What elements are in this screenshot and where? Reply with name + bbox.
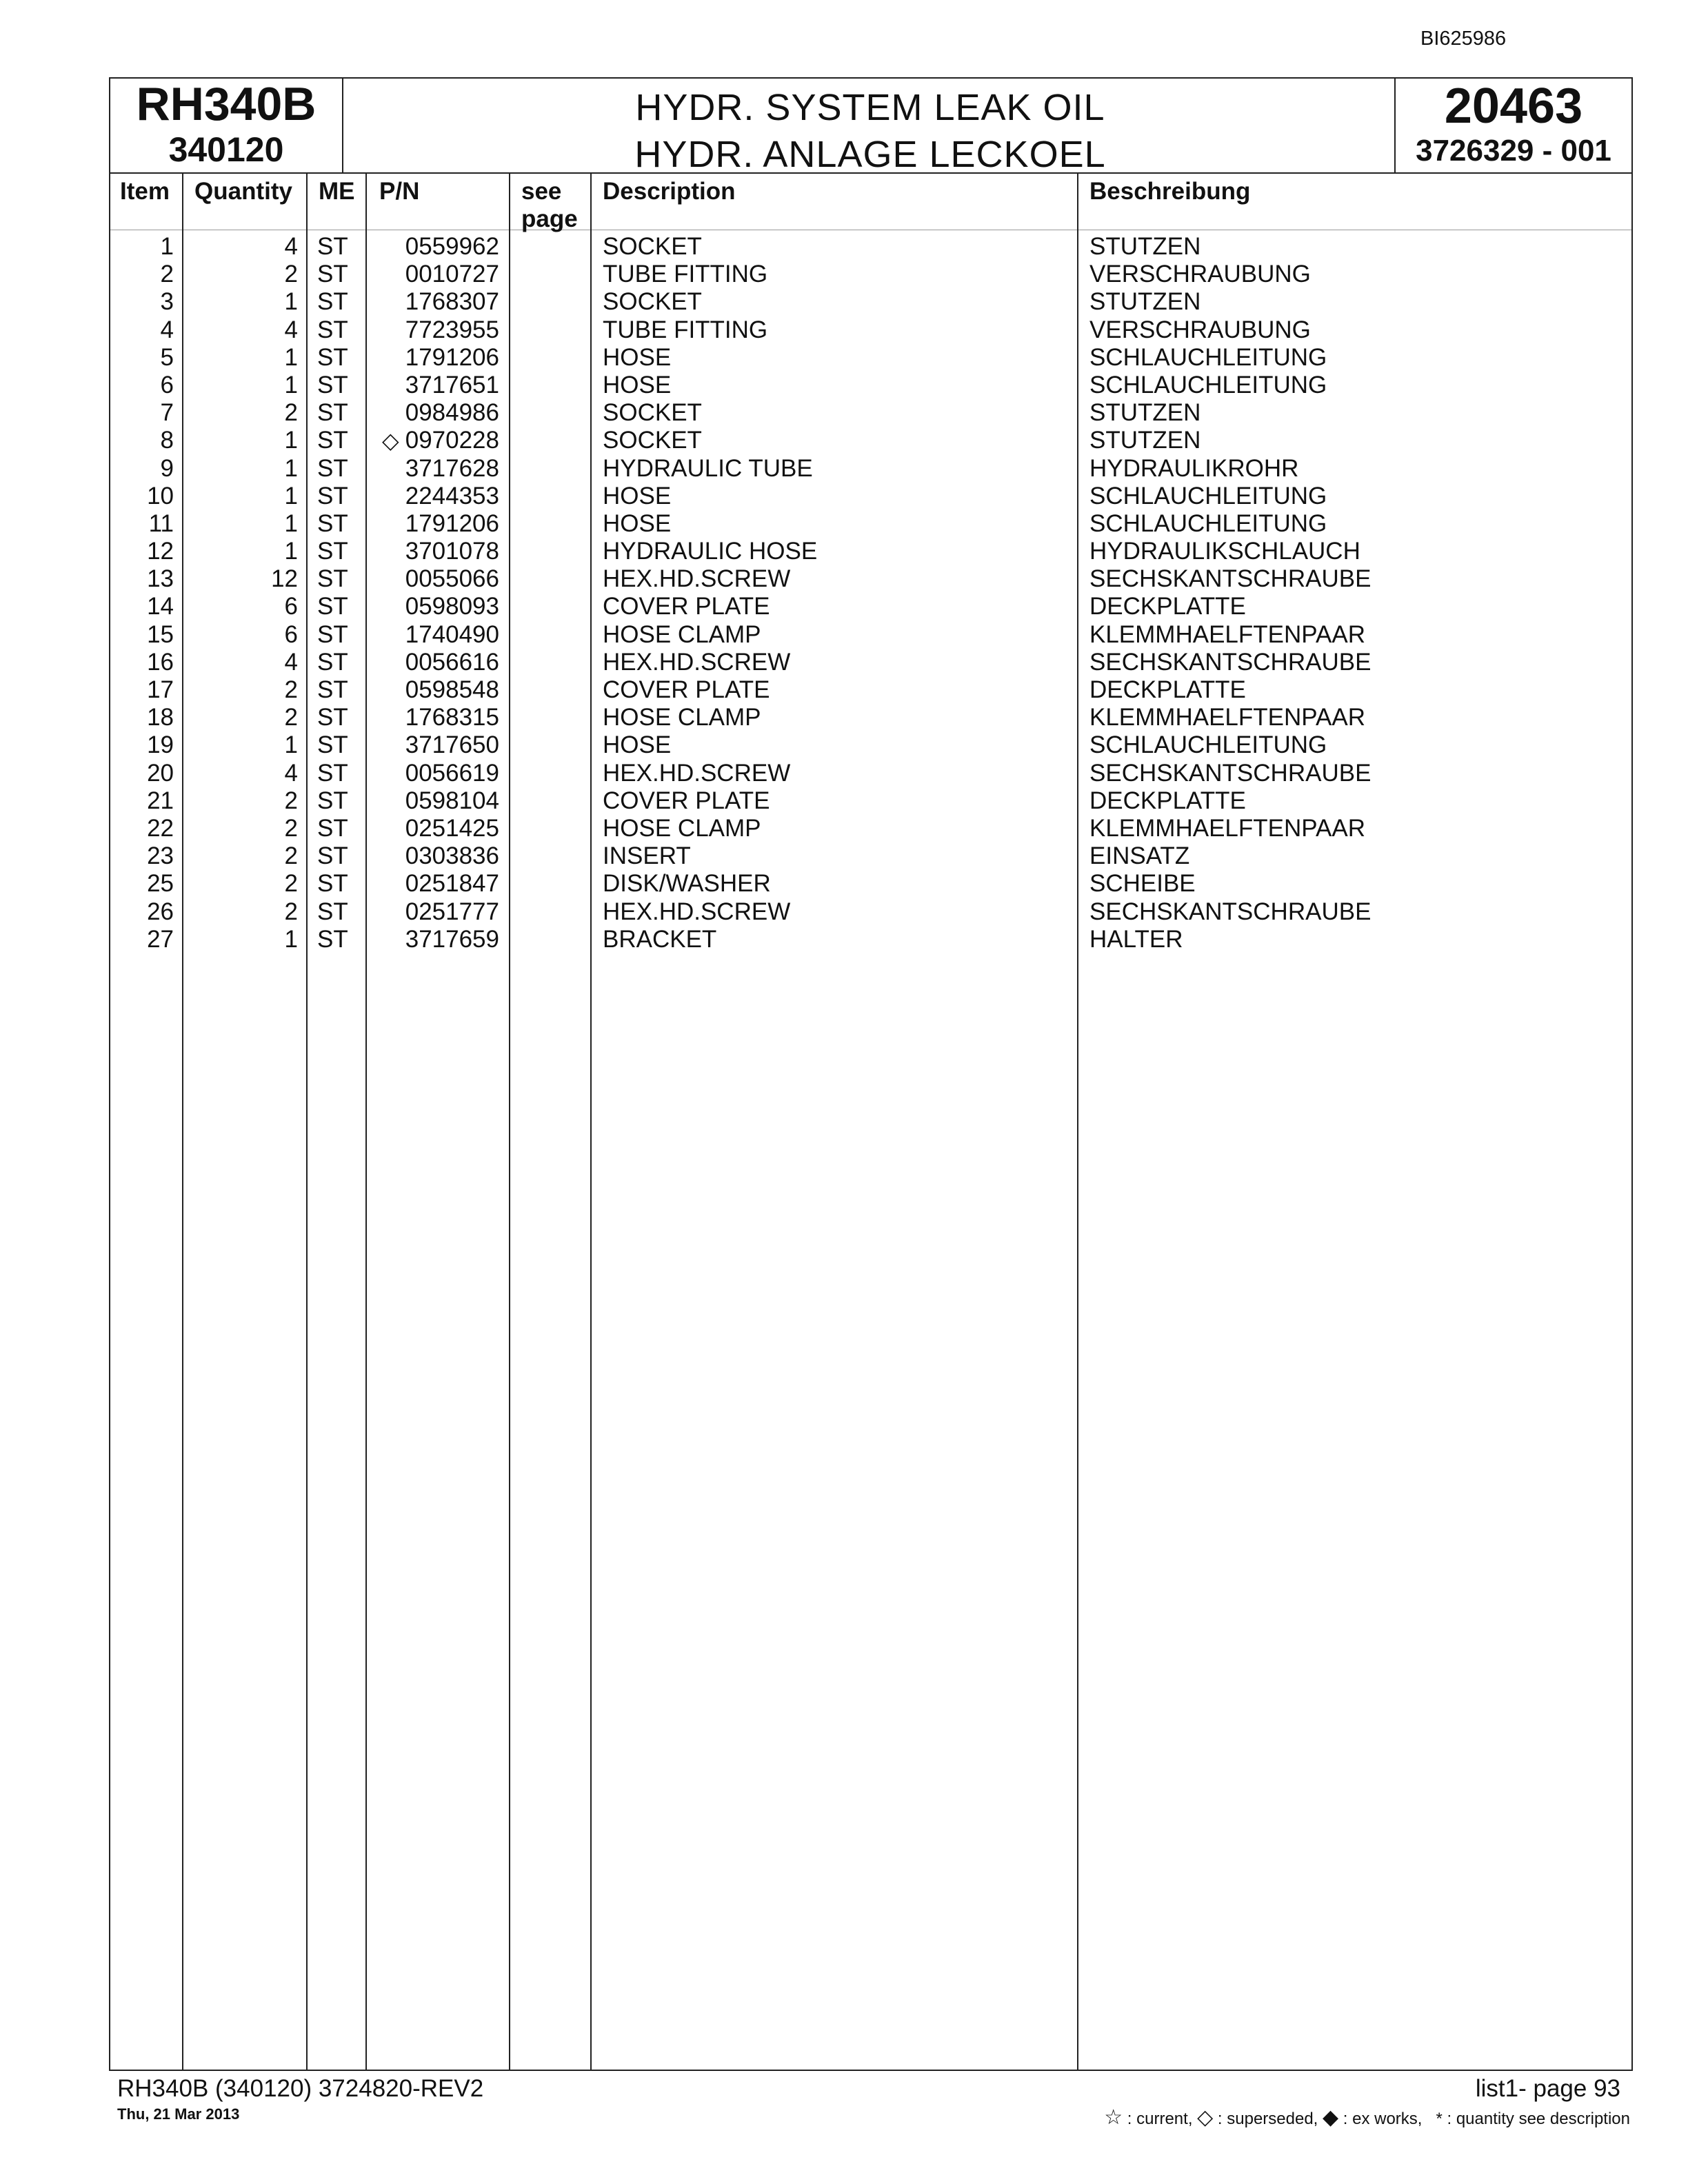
table-row [110,760,1631,787]
beschreibung-cell: KLEMMHAELFTENPAAR [1089,704,1365,731]
table-row [110,427,1631,454]
beschreibung-cell: SCHLAUCHLEITUNG [1089,731,1327,759]
title-block [343,79,1397,175]
unit-cell: ST [317,454,348,482]
part-number-cell: 0303836 [405,842,499,870]
unit-cell: ST [317,565,348,593]
quantity-cell: 1 [284,427,298,454]
legend-superseded-text: : superseded, [1217,2110,1318,2128]
legend-ex-works-text: : ex works, [1343,2110,1423,2128]
unit-cell: ST [317,676,348,703]
parts-table-body [110,233,1631,953]
column-header-item: Item [120,178,170,205]
beschreibung-cell: STUTZEN [1089,288,1201,316]
unit-cell: ST [317,371,348,398]
description-cell: SOCKET [603,399,702,427]
unit-cell: ST [317,509,348,537]
legend-quantity-text: : quantity see description [1447,2110,1630,2128]
legend-current-text: : current, [1127,2110,1193,2128]
part-number-cell: 2244353 [405,482,499,509]
table-row [110,399,1631,427]
unit-cell: ST [317,316,348,343]
description-cell: HOSE [603,482,672,509]
table-row [110,842,1631,870]
quantity-cell: 12 [271,565,298,593]
item-number: 22 [147,814,174,842]
beschreibung-cell: VERSCHRAUBUNG [1089,261,1311,288]
part-number-cell: 0056616 [405,648,499,676]
table-row [110,704,1631,731]
description-cell: HEX.HD.SCREW [603,565,791,593]
beschreibung-cell: DECKPLATTE [1089,593,1246,620]
quantity-cell: 4 [284,233,298,260]
beschreibung-cell: EINSATZ [1089,842,1190,870]
description-cell: HOSE [603,371,672,398]
quantity-cell: 6 [284,620,298,648]
item-number: 21 [147,787,174,814]
quantity-cell: 2 [284,676,298,703]
quantity-cell: 2 [284,261,298,288]
part-number-cell: 0559962 [405,233,499,260]
quantity-cell: 2 [284,704,298,731]
description-cell: HOSE [603,343,672,371]
table-row [110,787,1631,815]
beschreibung-cell: SECHSKANTSCHRAUBE [1089,759,1372,787]
quantity-cell: 1 [284,288,298,316]
beschreibung-cell: SCHLAUCHLEITUNG [1089,343,1327,371]
table-row [110,233,1631,261]
unit-cell: ST [317,593,348,620]
quantity-cell: 1 [284,454,298,482]
description-cell: HOSE CLAMP [603,704,761,731]
unit-cell: ST [317,261,348,288]
title-english: HYDR. SYSTEM LEAK OIL [635,87,1105,128]
part-number-cell: 0056619 [405,759,499,787]
description-cell: HOSE CLAMP [603,814,761,842]
part-number-cell: 0251425 [405,814,499,842]
quantity-cell: 2 [284,399,298,427]
item-number: 5 [160,343,174,371]
column-header-page: page [521,205,578,232]
table-row [110,870,1631,898]
description-cell: BRACKET [603,925,717,953]
unit-cell: ST [317,731,348,759]
part-number-cell: 1768307 [405,288,499,316]
description-cell: HOSE [603,509,672,537]
unit-cell: ST [317,620,348,648]
description-cell: HYDRAULIC HOSE [603,538,818,565]
description-cell: HEX.HD.SCREW [603,648,791,676]
description-cell: SOCKET [603,288,702,316]
description-cell: HOSE [603,731,672,759]
part-number-cell: 3717651 [405,371,499,398]
group-number: 20463 [1444,79,1583,134]
quantity-cell: 2 [284,842,298,870]
beschreibung-cell: STUTZEN [1089,427,1201,454]
part-number-cell: 3717628 [405,454,499,482]
table-row [110,316,1631,344]
serial-number: 340120 [168,130,284,170]
unit-cell: ST [317,648,348,676]
model-name: RH340B [136,78,316,130]
part-number-cell: 0010727 [405,261,499,288]
unit-cell: ST [317,704,348,731]
table-row [110,288,1631,316]
part-number-cell: 0598548 [405,676,499,703]
beschreibung-cell: SECHSKANTSCHRAUBE [1089,565,1372,593]
unit-cell: ST [317,814,348,842]
quantity-cell: 1 [284,538,298,565]
table-row [110,510,1631,538]
column-headers [110,174,1631,230]
item-number: 17 [147,676,174,703]
unit-cell: ST [317,870,348,898]
unit-cell: ST [317,233,348,260]
item-number: 9 [160,454,174,482]
quantity-cell: 4 [284,648,298,676]
item-number: 15 [147,620,174,648]
quantity-cell: 2 [284,870,298,898]
unit-cell: ST [317,427,348,454]
part-number-cell: 1768315 [405,704,499,731]
beschreibung-cell: HALTER [1089,925,1183,953]
unit-cell: ST [317,898,348,925]
column-header-pn: P/N [379,178,420,205]
diamond-outline-icon: ◇ [1197,2106,1214,2129]
quantity-cell: 1 [284,925,298,953]
quantity-cell: 2 [284,898,298,925]
description-cell: TUBE FITTING [603,316,768,343]
column-header-description: Description [603,178,736,205]
footer-date: Thu, 21 Mar 2013 [117,2105,240,2123]
part-number-cell: 0251847 [405,870,499,898]
table-row [110,344,1631,372]
part-number-cell: 1791206 [405,509,499,537]
table-row [110,676,1631,704]
quantity-cell: 4 [284,316,298,343]
item-number: 3 [160,288,174,316]
column-header-beschreibung: Beschreibung [1089,178,1251,205]
unit-cell: ST [317,538,348,565]
beschreibung-cell: DECKPLATTE [1089,787,1246,814]
table-row [110,538,1631,565]
part-number-cell: 0984986 [405,399,499,427]
drawing-number: 3726329 - 001 [1416,134,1611,168]
item-number: 19 [147,731,174,759]
table-row [110,372,1631,399]
unit-cell: ST [317,288,348,316]
unit-cell: ST [317,759,348,787]
quantity-cell: 1 [284,343,298,371]
beschreibung-cell: HYDRAULIKROHR [1089,454,1299,482]
table-row [110,731,1631,759]
beschreibung-cell: STUTZEN [1089,233,1201,260]
item-number: 4 [160,316,174,343]
part-number-cell: 1740490 [405,620,499,648]
document-id: BI625986 [1420,28,1507,50]
group-block [1394,79,1631,172]
part-number-cell: 3717650 [405,731,499,759]
part-number-cell: 3717659 [405,925,499,953]
part-number-cell: 7723955 [405,316,499,343]
description-cell: COVER PLATE [603,593,770,620]
star-icon: ☆ [1104,2106,1123,2129]
beschreibung-cell: SCHLAUCHLEITUNG [1089,371,1327,398]
footer-document-reference: RH340B (340120) 3724820-REV2 [117,2075,484,2102]
table-row [110,649,1631,676]
table-row [110,621,1631,649]
table-row [110,593,1631,620]
description-cell: HOSE CLAMP [603,620,761,648]
part-number-cell: 3701078 [405,538,499,565]
status-mark-icon: ◇ [382,428,399,454]
unit-cell: ST [317,482,348,509]
item-number: 18 [147,704,174,731]
quantity-cell: 6 [284,593,298,620]
item-number: 14 [147,593,174,620]
beschreibung-cell: SCHEIBE [1089,870,1196,898]
beschreibung-cell: DECKPLATTE [1089,676,1246,703]
beschreibung-cell: HYDRAULIKSCHLAUCH [1089,538,1360,565]
quantity-cell: 1 [284,509,298,537]
item-number: 12 [147,538,174,565]
table-row [110,455,1631,483]
table-row [110,483,1631,510]
item-number: 27 [147,925,174,953]
quantity-cell: 2 [284,787,298,814]
beschreibung-cell: VERSCHRAUBUNG [1089,316,1311,343]
table-row [110,261,1631,288]
part-number-cell: 0598093 [405,593,499,620]
item-number: 7 [160,399,174,427]
beschreibung-cell: KLEMMHAELFTENPAAR [1089,620,1365,648]
parts-list-frame [109,77,1633,2071]
quantity-cell: 2 [284,814,298,842]
part-number-cell: 0055066 [405,565,499,593]
part-number-cell: 1791206 [405,343,499,371]
column-header-see: see [521,178,562,205]
quantity-cell: 4 [284,759,298,787]
description-cell: HEX.HD.SCREW [603,898,791,925]
item-number: 13 [147,565,174,593]
description-cell: HEX.HD.SCREW [603,759,791,787]
table-row [110,565,1631,593]
item-number: 20 [147,759,174,787]
table-row [110,898,1631,926]
description-cell: INSERT [603,842,691,870]
item-number: 10 [147,482,174,509]
asterisk-icon: * [1436,2110,1443,2128]
item-number: 11 [148,509,174,537]
unit-cell: ST [317,343,348,371]
column-header-quantity: Quantity [194,178,292,205]
description-cell: HYDRAULIC TUBE [603,454,813,482]
item-number: 23 [147,842,174,870]
item-number: 16 [147,648,174,676]
item-number: 6 [160,371,174,398]
description-cell: COVER PLATE [603,676,770,703]
item-number: 2 [160,261,174,288]
part-number-cell: 0251777 [405,898,499,925]
item-number: 26 [147,898,174,925]
footer-page-number: list1- page 93 [1475,2075,1620,2102]
diamond-filled-icon: ◆ [1323,2106,1339,2129]
beschreibung-cell: SECHSKANTSCHRAUBE [1089,898,1372,925]
part-number-cell: 0598104 [405,787,499,814]
title-german: HYDR. ANLAGE LECKOEL [634,134,1106,175]
column-header-me: ME [319,178,355,205]
description-cell: SOCKET [603,427,702,454]
item-number: 8 [160,427,174,454]
description-cell: COVER PLATE [603,787,770,814]
parts-list-header [110,79,1631,174]
table-row [110,926,1631,953]
unit-cell: ST [317,399,348,427]
part-number-cell: 0970228 [405,427,499,454]
beschreibung-cell: SECHSKANTSCHRAUBE [1089,648,1372,676]
description-cell: DISK/WASHER [603,870,771,898]
model-block [110,79,343,172]
description-cell: SOCKET [603,233,702,260]
beschreibung-cell: KLEMMHAELFTENPAAR [1089,814,1365,842]
unit-cell: ST [317,925,348,953]
table-row [110,815,1631,842]
item-number: 25 [147,870,174,898]
quantity-cell: 1 [284,731,298,759]
description-cell: TUBE FITTING [603,261,768,288]
unit-cell: ST [317,787,348,814]
unit-cell: ST [317,842,348,870]
footer-legend [1104,2105,1630,2130]
beschreibung-cell: SCHLAUCHLEITUNG [1089,482,1327,509]
quantity-cell: 1 [284,482,298,509]
beschreibung-cell: STUTZEN [1089,399,1201,427]
beschreibung-cell: SCHLAUCHLEITUNG [1089,509,1327,537]
item-number: 1 [160,233,174,260]
quantity-cell: 1 [284,371,298,398]
